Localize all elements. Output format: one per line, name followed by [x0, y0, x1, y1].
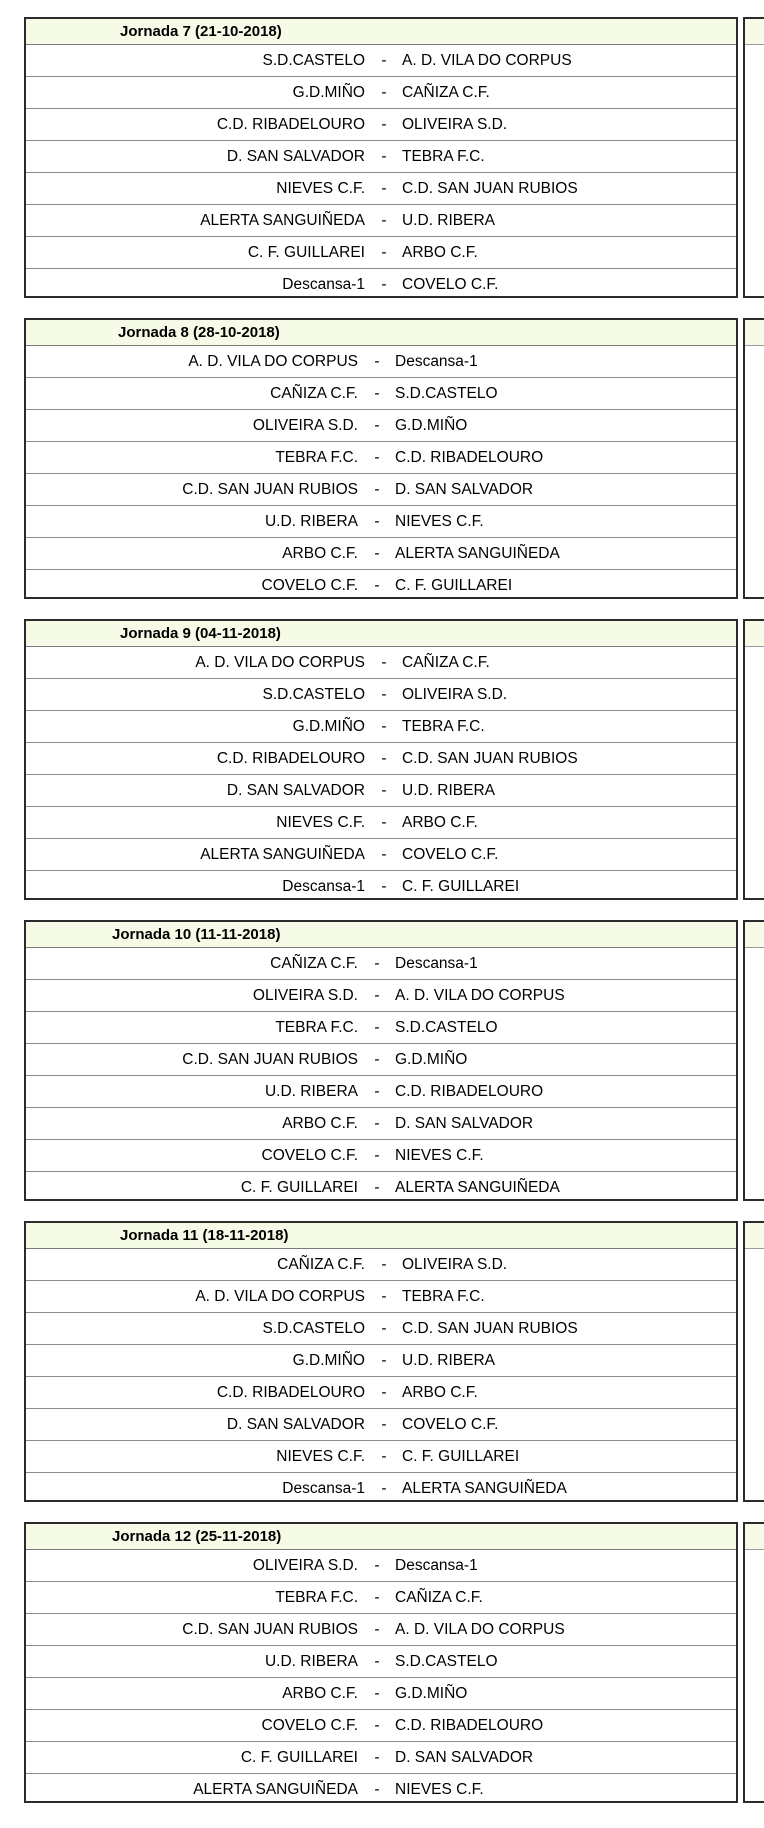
away-team: C.D. SAN JUAN RUBIOS: [402, 1320, 578, 1337]
jornada-header: [26, 922, 736, 948]
home-team: U.D. RIBERA: [264, 1083, 358, 1100]
match-separator: -: [374, 1717, 380, 1734]
home-team: G.D.MIÑO: [292, 718, 365, 735]
results-column: [743, 17, 764, 298]
home-team: C.D. SAN JUAN RUBIOS: [182, 1051, 358, 1068]
home-team: G.D.MIÑO: [292, 1352, 365, 1369]
match-row: [26, 1172, 736, 1202]
results-column-header: [745, 1524, 764, 1550]
match-separator: -: [374, 1147, 380, 1164]
match-row: [26, 743, 736, 775]
match-separator: -: [374, 1749, 380, 1766]
home-team: C.D. RIBADELOURO: [216, 1384, 365, 1401]
match-row: [26, 45, 736, 77]
match-separator: -: [374, 1781, 380, 1798]
match-separator: -: [374, 1083, 380, 1100]
match-row: [26, 1076, 736, 1108]
away-team: A. D. VILA DO CORPUS: [395, 1621, 565, 1638]
home-team: D. SAN SALVADOR: [226, 148, 365, 165]
match-row: [26, 346, 736, 378]
home-team: NIEVES C.F.: [276, 814, 365, 831]
home-team: CAÑIZA C.F.: [270, 955, 358, 972]
match-row: [26, 269, 736, 299]
home-team: D. SAN SALVADOR: [226, 782, 365, 799]
match-separator: -: [381, 84, 387, 101]
away-team: OLIVEIRA S.D.: [402, 686, 508, 703]
jornada-block: [24, 1522, 764, 1805]
match-row: [26, 1550, 736, 1582]
match-separator: -: [381, 276, 387, 293]
jornada-block: [24, 318, 764, 601]
away-team: A. D. VILA DO CORPUS: [402, 52, 572, 69]
match-separator: -: [381, 1352, 387, 1369]
away-team: ALERTA SANGUIÑEDA: [402, 1480, 567, 1497]
home-team: Descansa-1: [282, 878, 365, 895]
match-row: [26, 141, 736, 173]
home-team: CAÑIZA C.F.: [277, 1256, 365, 1273]
match-separator: -: [381, 1384, 387, 1401]
match-separator: -: [374, 353, 380, 370]
home-team: C. F. GUILLAREI: [240, 1179, 358, 1196]
away-team: ALERTA SANGUIÑEDA: [395, 1179, 560, 1196]
away-team: NIEVES C.F.: [395, 1781, 484, 1798]
match-separator: -: [381, 846, 387, 863]
match-separator: -: [381, 1480, 387, 1497]
match-separator: -: [381, 686, 387, 703]
home-team: C.D. RIBADELOURO: [216, 750, 365, 767]
match-separator: -: [374, 1051, 380, 1068]
match-row: [26, 647, 736, 679]
results-column: [743, 920, 764, 1201]
away-team: NIEVES C.F.: [395, 1147, 484, 1164]
away-team: CAÑIZA C.F.: [402, 654, 490, 671]
home-team: Descansa-1: [282, 276, 365, 293]
home-team: Descansa-1: [282, 1480, 365, 1497]
jornada-block: [24, 1221, 764, 1504]
match-row: [26, 1614, 736, 1646]
match-row: [26, 506, 736, 538]
away-team: C.D. RIBADELOURO: [395, 1717, 544, 1734]
match-row: [26, 378, 736, 410]
home-team: S.D.CASTELO: [262, 1320, 365, 1337]
away-team: COVELO C.F.: [402, 276, 499, 293]
match-separator: -: [374, 417, 380, 434]
jornada-header: [26, 19, 736, 45]
match-row: [26, 1281, 736, 1313]
match-separator: -: [374, 577, 380, 594]
home-team: ARBO C.F.: [282, 1115, 358, 1132]
away-team: C. F. GUILLAREI: [395, 577, 513, 594]
match-row: [26, 442, 736, 474]
match-row: [26, 1249, 736, 1281]
match-separator: -: [374, 1019, 380, 1036]
jornada-table: [24, 1522, 738, 1803]
match-separator: -: [374, 1653, 380, 1670]
match-separator: -: [381, 782, 387, 799]
match-separator: -: [374, 449, 380, 466]
match-separator: -: [374, 481, 380, 498]
away-team: C.D. RIBADELOURO: [395, 449, 544, 466]
results-column-header: [745, 19, 764, 45]
match-separator: -: [374, 1685, 380, 1702]
jornada-header: [26, 1524, 736, 1550]
away-team: TEBRA F.C.: [402, 718, 485, 735]
match-row: [26, 1140, 736, 1172]
jornada-title: Jornada 12 (25-11-2018): [112, 1528, 282, 1545]
match-row: [26, 1646, 736, 1678]
away-team: ARBO C.F.: [402, 814, 478, 831]
match-separator: -: [374, 1589, 380, 1606]
match-row: [26, 839, 736, 871]
home-team: OLIVEIRA S.D.: [252, 1557, 358, 1574]
jornada-table: [24, 17, 738, 298]
results-column: [743, 318, 764, 599]
away-team: D. SAN SALVADOR: [395, 1115, 534, 1132]
match-row: [26, 980, 736, 1012]
away-team: NIEVES C.F.: [395, 513, 484, 530]
match-separator: -: [381, 654, 387, 671]
away-team: TEBRA F.C.: [402, 148, 485, 165]
away-team: D. SAN SALVADOR: [395, 1749, 534, 1766]
jornada-block: [24, 920, 764, 1203]
jornada-header: [26, 621, 736, 647]
away-team: ARBO C.F.: [402, 1384, 478, 1401]
away-team: COVELO C.F.: [402, 846, 499, 863]
away-team: OLIVEIRA S.D.: [402, 1256, 508, 1273]
home-team: C. F. GUILLAREI: [240, 1749, 358, 1766]
home-team: U.D. RIBERA: [264, 513, 358, 530]
jornada-header: [26, 1223, 736, 1249]
home-team: COVELO C.F.: [261, 1147, 358, 1164]
match-separator: -: [381, 212, 387, 229]
match-row: [26, 1409, 736, 1441]
match-separator: -: [374, 955, 380, 972]
match-row: [26, 173, 736, 205]
match-separator: -: [381, 1448, 387, 1465]
away-team: TEBRA F.C.: [402, 1288, 485, 1305]
home-team: ALERTA SANGUIÑEDA: [193, 1781, 358, 1798]
jornada-table: [24, 619, 738, 900]
match-row: [26, 948, 736, 980]
match-row: [26, 1345, 736, 1377]
home-team: TEBRA F.C.: [275, 1019, 358, 1036]
home-team: C.D. SAN JUAN RUBIOS: [182, 481, 358, 498]
match-separator: -: [381, 1256, 387, 1273]
match-separator: -: [374, 513, 380, 530]
match-separator: -: [381, 244, 387, 261]
away-team: Descansa-1: [395, 955, 478, 972]
home-team: OLIVEIRA S.D.: [252, 987, 358, 1004]
match-separator: -: [374, 545, 380, 562]
match-separator: -: [381, 1320, 387, 1337]
match-row: [26, 1012, 736, 1044]
away-team: G.D.MIÑO: [395, 1685, 468, 1702]
jornada-title: Jornada 8 (28-10-2018): [118, 324, 280, 341]
home-team: NIEVES C.F.: [276, 1448, 365, 1465]
away-team: Descansa-1: [395, 1557, 478, 1574]
match-row: [26, 711, 736, 743]
match-row: [26, 1742, 736, 1774]
jornada-block: [24, 619, 764, 902]
results-column: [743, 619, 764, 900]
match-separator: -: [381, 718, 387, 735]
home-team: S.D.CASTELO: [262, 686, 365, 703]
match-row: [26, 1710, 736, 1742]
home-team: TEBRA F.C.: [275, 1589, 358, 1606]
match-separator: -: [381, 116, 387, 133]
match-separator: -: [381, 52, 387, 69]
match-row: [26, 679, 736, 711]
home-team: COVELO C.F.: [261, 577, 358, 594]
match-row: [26, 474, 736, 506]
match-row: [26, 237, 736, 269]
match-separator: -: [374, 1621, 380, 1638]
jornada-table: [24, 1221, 738, 1502]
match-row: [26, 1582, 736, 1614]
away-team: S.D.CASTELO: [395, 385, 498, 402]
match-separator: -: [374, 987, 380, 1004]
away-team: C. F. GUILLAREI: [402, 878, 520, 895]
match-separator: -: [374, 385, 380, 402]
match-row: [26, 77, 736, 109]
away-team: Descansa-1: [395, 353, 478, 370]
jornada-header: [26, 320, 736, 346]
home-team: NIEVES C.F.: [276, 180, 365, 197]
jornada-table: [24, 318, 738, 599]
away-team: G.D.MIÑO: [395, 1051, 468, 1068]
match-row: [26, 570, 736, 600]
away-team: G.D.MIÑO: [395, 417, 468, 434]
away-team: CAÑIZA C.F.: [402, 84, 490, 101]
match-separator: -: [381, 180, 387, 197]
home-team: D. SAN SALVADOR: [226, 1416, 365, 1433]
home-team: TEBRA F.C.: [275, 449, 358, 466]
home-team: C. F. GUILLAREI: [247, 244, 365, 261]
match-separator: -: [381, 814, 387, 831]
home-team: ALERTA SANGUIÑEDA: [200, 846, 365, 863]
results-column-header: [745, 1223, 764, 1249]
away-team: U.D. RIBERA: [402, 212, 496, 229]
match-row: [26, 538, 736, 570]
home-team: G.D.MIÑO: [292, 84, 365, 101]
away-team: D. SAN SALVADOR: [395, 481, 534, 498]
match-row: [26, 109, 736, 141]
home-team: CAÑIZA C.F.: [270, 385, 358, 402]
match-separator: -: [381, 878, 387, 895]
home-team: ARBO C.F.: [282, 1685, 358, 1702]
away-team: S.D.CASTELO: [395, 1019, 498, 1036]
away-team: C.D. SAN JUAN RUBIOS: [402, 180, 578, 197]
match-row: [26, 410, 736, 442]
jornada-table: [24, 920, 738, 1201]
results-column-header: [745, 320, 764, 346]
match-row: [26, 1044, 736, 1076]
away-team: A. D. VILA DO CORPUS: [395, 987, 565, 1004]
results-column: [743, 1221, 764, 1502]
away-team: U.D. RIBERA: [402, 782, 496, 799]
away-team: OLIVEIRA S.D.: [402, 116, 508, 133]
jornada-title: Jornada 9 (04-11-2018): [120, 625, 281, 642]
match-row: [26, 1473, 736, 1503]
jornada-block: [24, 17, 764, 300]
away-team: ALERTA SANGUIÑEDA: [395, 545, 560, 562]
match-row: [26, 1377, 736, 1409]
match-row: [26, 1441, 736, 1473]
home-team: ALERTA SANGUIÑEDA: [200, 212, 365, 229]
match-separator: -: [374, 1115, 380, 1132]
match-separator: -: [374, 1179, 380, 1196]
home-team: S.D.CASTELO: [262, 52, 365, 69]
match-separator: -: [381, 1288, 387, 1305]
match-separator: -: [374, 1557, 380, 1574]
away-team: S.D.CASTELO: [395, 1653, 498, 1670]
match-separator: -: [381, 148, 387, 165]
home-team: A. D. VILA DO CORPUS: [195, 654, 365, 671]
results-column: [743, 1522, 764, 1803]
home-team: A. D. VILA DO CORPUS: [195, 1288, 365, 1305]
jornada-title: Jornada 10 (11-11-2018): [112, 926, 281, 943]
match-row: [26, 1108, 736, 1140]
home-team: A. D. VILA DO CORPUS: [188, 353, 358, 370]
match-row: [26, 1678, 736, 1710]
results-column-header: [745, 621, 764, 647]
match-separator: -: [381, 750, 387, 767]
home-team: ARBO C.F.: [282, 545, 358, 562]
match-row: [26, 1313, 736, 1345]
jornada-title: Jornada 11 (18-11-2018): [120, 1227, 289, 1244]
match-row: [26, 1774, 736, 1804]
match-separator: -: [381, 1416, 387, 1433]
away-team: COVELO C.F.: [402, 1416, 499, 1433]
away-team: U.D. RIBERA: [402, 1352, 496, 1369]
away-team: C.D. SAN JUAN RUBIOS: [402, 750, 578, 767]
away-team: C.D. RIBADELOURO: [395, 1083, 544, 1100]
match-row: [26, 775, 736, 807]
home-team: U.D. RIBERA: [264, 1653, 358, 1670]
match-row: [26, 205, 736, 237]
home-team: COVELO C.F.: [261, 1717, 358, 1734]
home-team: C.D. RIBADELOURO: [216, 116, 365, 133]
match-row: [26, 807, 736, 839]
home-team: OLIVEIRA S.D.: [252, 417, 358, 434]
results-column-header: [745, 922, 764, 948]
match-row: [26, 871, 736, 901]
away-team: C. F. GUILLAREI: [402, 1448, 520, 1465]
jornada-title: Jornada 7 (21-10-2018): [120, 23, 282, 40]
home-team: C.D. SAN JUAN RUBIOS: [182, 1621, 358, 1638]
away-team: ARBO C.F.: [402, 244, 478, 261]
away-team: CAÑIZA C.F.: [395, 1589, 483, 1606]
